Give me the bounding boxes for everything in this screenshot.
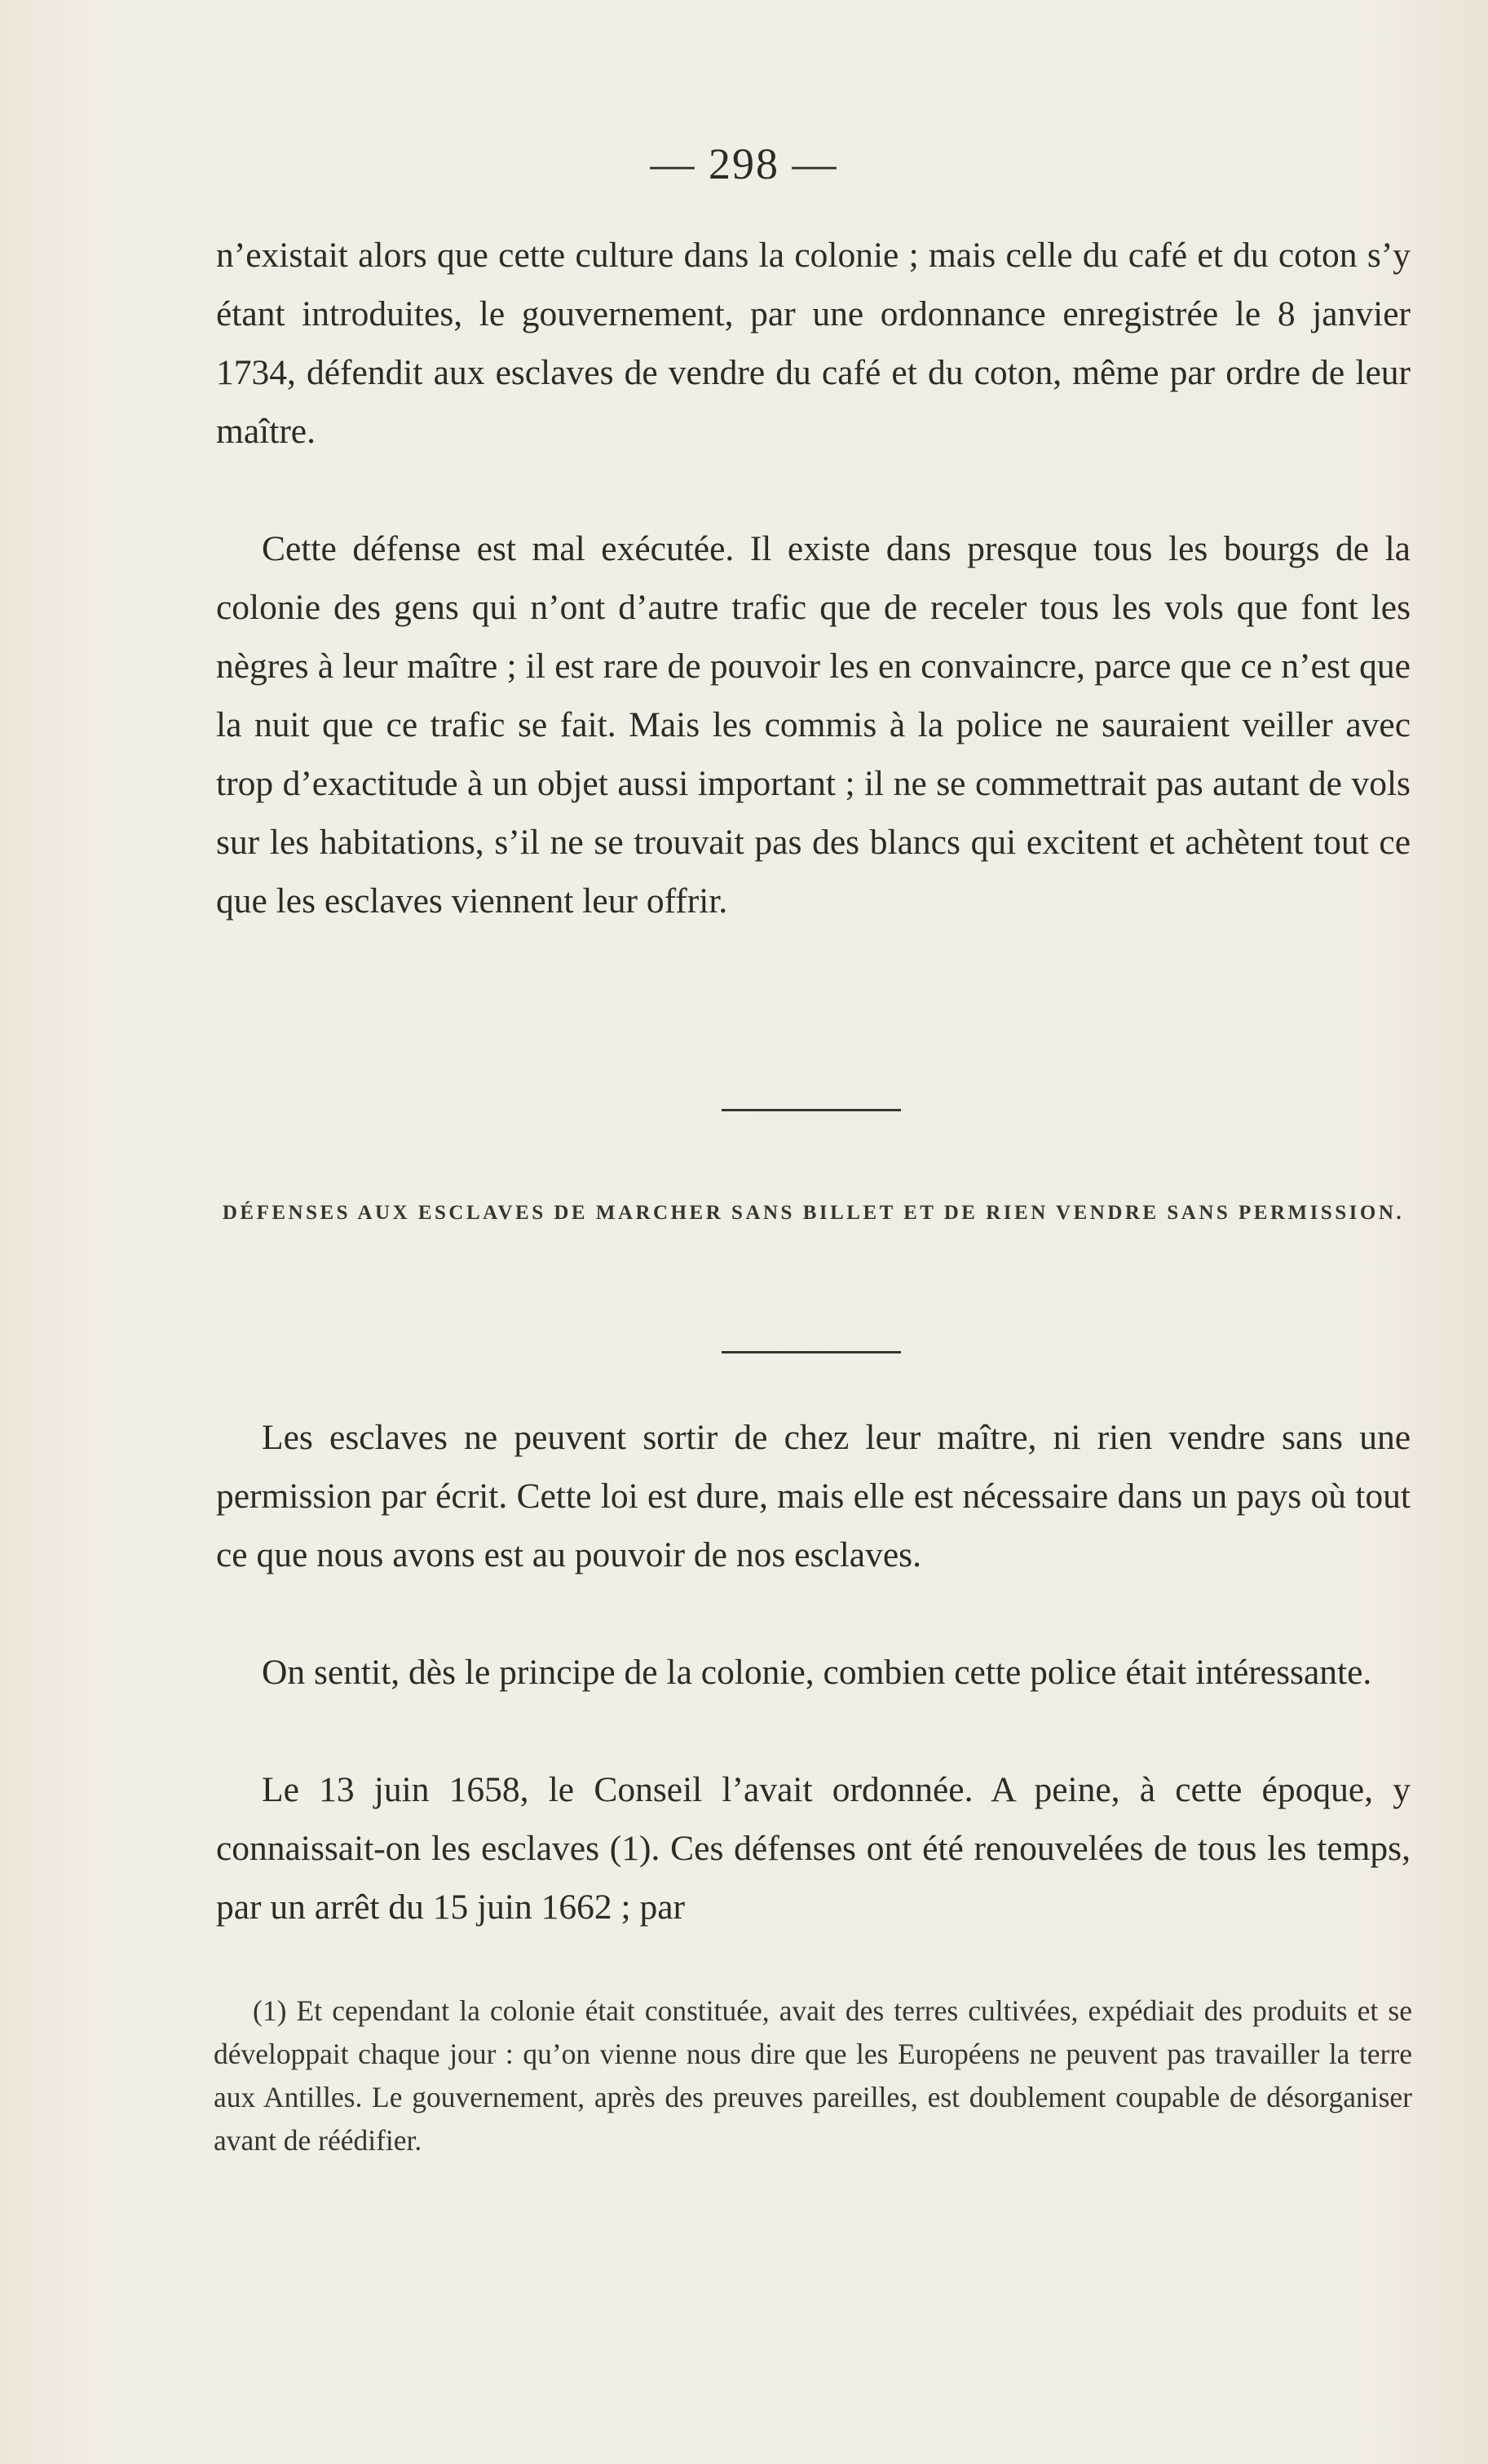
page-number: — 298 — [650, 139, 838, 188]
paragraph-council-order: Le 13 juin 1658, le Conseil l’avait ordonnée. A peine, à cette époque, y connaissait-on les esclaves (1). Ces défenses ont été renouvelées de tous les temps, par un arrêt du 15 juin 1662 ; par [216, 1770, 1411, 1927]
section-heading: DÉFENSES AUX ESCLAVES DE MARCHER SANS BILLET ET DE RIEN VENDRE SANS PERMISSION. [222, 1202, 1405, 1224]
paragraph-continuation: n’existait alors que cette culture dans la colonie ; mais celle du café et du coton s’y étant introduites, le gouvernement, par une ordonnance enregistrée le 8 janvier 1734, défendit aux esclaves de vendre du café et du coton, même par ordre de leur maître. [216, 236, 1411, 451]
section-divider-top [722, 1109, 901, 1111]
paragraph-slaves-permission: Les esclaves ne peuvent sortir de chez leur maître, ni rien vendre sans une permission par écrit. Cette loi est dure, mais elle est nécessaire dans un pays où tout ce que nous avons est au pouvoir de nos esclaves. [216, 1418, 1411, 1574]
footnote: (1) Et cependant la colonie était constituée, avait des terres cultivées, expédiait des produits et se développait chaque jour : qu’on vienne nous dire que les Européens ne peuvent pas travailler la terre aux Antilles. Le gouvernement, après des preuves pareilles, est doublement coupable de désorganiser avant de réédifier. [214, 1994, 1412, 2157]
paragraph-defense-execution: Cette défense est mal exécutée. Il existe dans presque tous les bourgs de la colonie des gens qui n’ont d’autre trafic que de receler tous les vols que font les nègres à leur maître ; il est rare de pouvoir les en convaincre, parce que ce n’est que la nuit que ce trafic se fait. Mais les commis à la police ne sauraient veiller avec trop d’exactitude à un objet aussi important ; il ne se commettrait pas autant de vols sur les habitations, s’il ne se trouvait pas des blancs qui excitent et achètent tout ce que les esclaves viennent leur offrir. [216, 529, 1411, 921]
section-divider-bottom [722, 1351, 901, 1353]
paragraph-colony-principle: On sentit, dès le principe de la colonie, combien cette police était intéressante. [262, 1653, 1372, 1692]
